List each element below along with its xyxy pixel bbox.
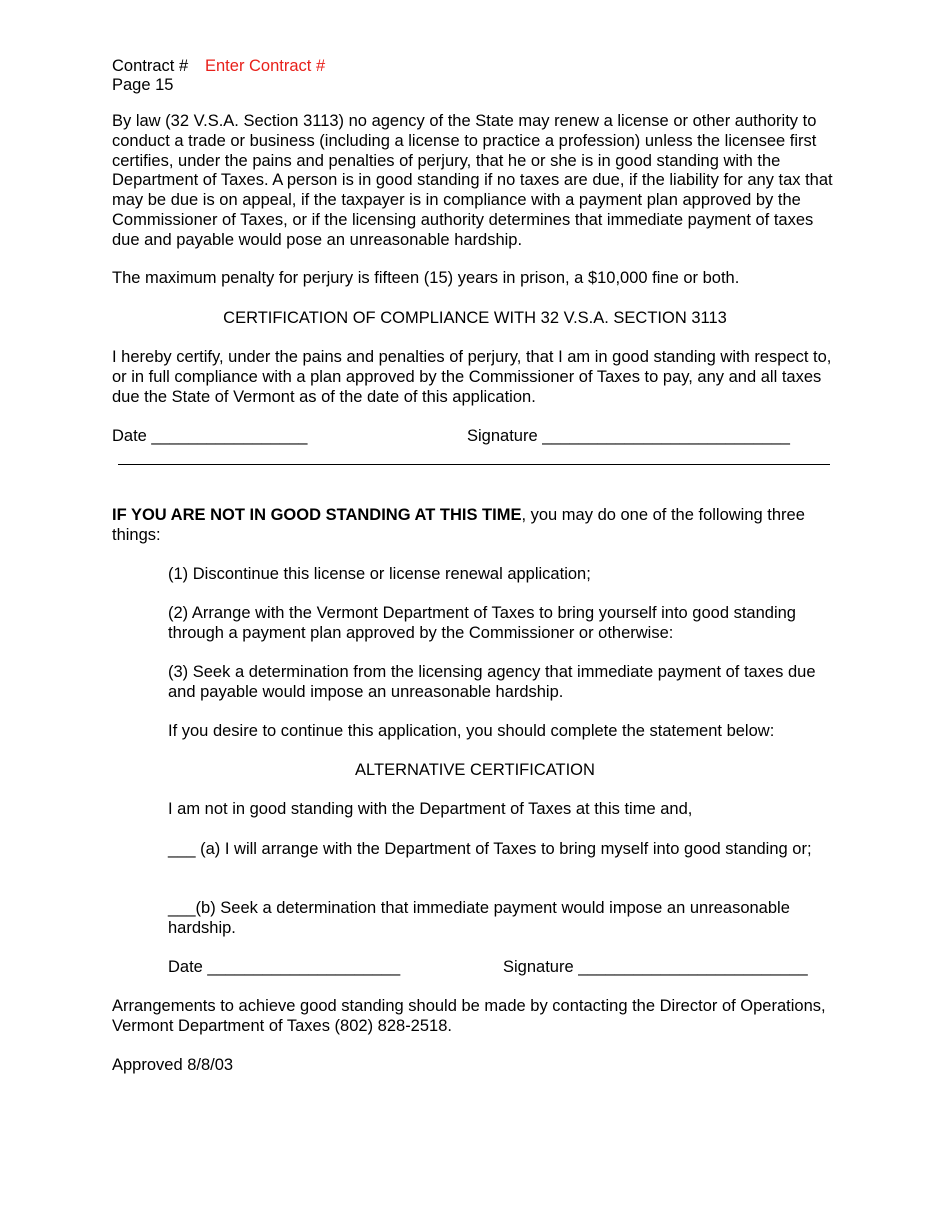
- signature-line-2[interactable]: Signature _________________________: [503, 958, 808, 976]
- option-1: (1) Discontinue this license or license renewal application;: [168, 565, 591, 583]
- divider-rule: [118, 464, 830, 465]
- option-2: (2) Arrange with the Vermont Department of Taxes to bring yourself into good standing through a payment plan approved by the Commissioner or otherwise:: [168, 604, 796, 642]
- arrangements-text: Arrangements to achieve good standing should be made by contacting the Director of Operations, Vermont Department of Taxes (802) 828-2518.: [112, 997, 826, 1035]
- signature-line[interactable]: Signature ___________________________: [467, 427, 790, 445]
- alternative-certification-title: ALTERNATIVE CERTIFICATION: [355, 761, 595, 779]
- certification-text: I hereby certify, under the pains and penalties of perjury, that I am in good standing with respect to, or in full compliance with a plan approved by the Commissioner of Taxes to pay, any and all taxes due the State of Vermont as of the date of this application.: [112, 348, 832, 406]
- date-line-2[interactable]: Date _____________________: [168, 958, 401, 976]
- law-paragraph: By law (32 V.S.A. Section 3113) no agency of the State may renew a license or other authority to conduct a trade or business (including a license to practice a profession) unless the licensee first certifies, under the pains and penalties of perjury, that he or she is in good standing with the Department of Taxes. A person is in good standing if no taxes are due, if the liability for any tax that may be due is on appeal, if the taxpayer is in compliance with a payment plan approved by the Commissioner of Taxes, or if the licensing authority determines that immediate payment of taxes due and payable would pose an unreasonable hardship.: [112, 112, 833, 249]
- not-good-standing-rest: , you may do one of the following three things:: [112, 506, 805, 544]
- alt-option-b[interactable]: ___(b) Seek a determination that immediate payment would impose an unreasonable hardship.: [168, 899, 790, 937]
- not-good-standing-text: [112, 506, 842, 546]
- alt-option-a[interactable]: ___ (a) I will arrange with the Department of Taxes to bring myself into good standing or;: [168, 840, 812, 858]
- alt-intro: I am not in good standing with the Department of Taxes at this time and,: [168, 800, 693, 818]
- approved-date: Approved 8/8/03: [112, 1056, 234, 1074]
- not-good-standing-bold: IF YOU ARE NOT IN GOOD STANDING AT THIS TIME: [112, 506, 522, 524]
- contract-label: Contract #: [112, 57, 189, 75]
- date-line[interactable]: Date _________________: [112, 427, 308, 445]
- option-3: (3) Seek a determination from the licensing agency that immediate payment of taxes due and payable would impose an unreasonable hardship.: [168, 663, 816, 701]
- continue-text: If you desire to continue this application, you should complete the statement below:: [168, 722, 775, 740]
- certification-title: CERTIFICATION OF COMPLIANCE WITH 32 V.S.A. SECTION 3113: [223, 309, 727, 327]
- penalty-text: The maximum penalty for perjury is fifteen (15) years in prison, a $10,000 fine or both.: [112, 269, 740, 287]
- contract-number-field[interactable]: Enter Contract #: [205, 57, 326, 75]
- page-number: Page 15: [112, 76, 174, 94]
